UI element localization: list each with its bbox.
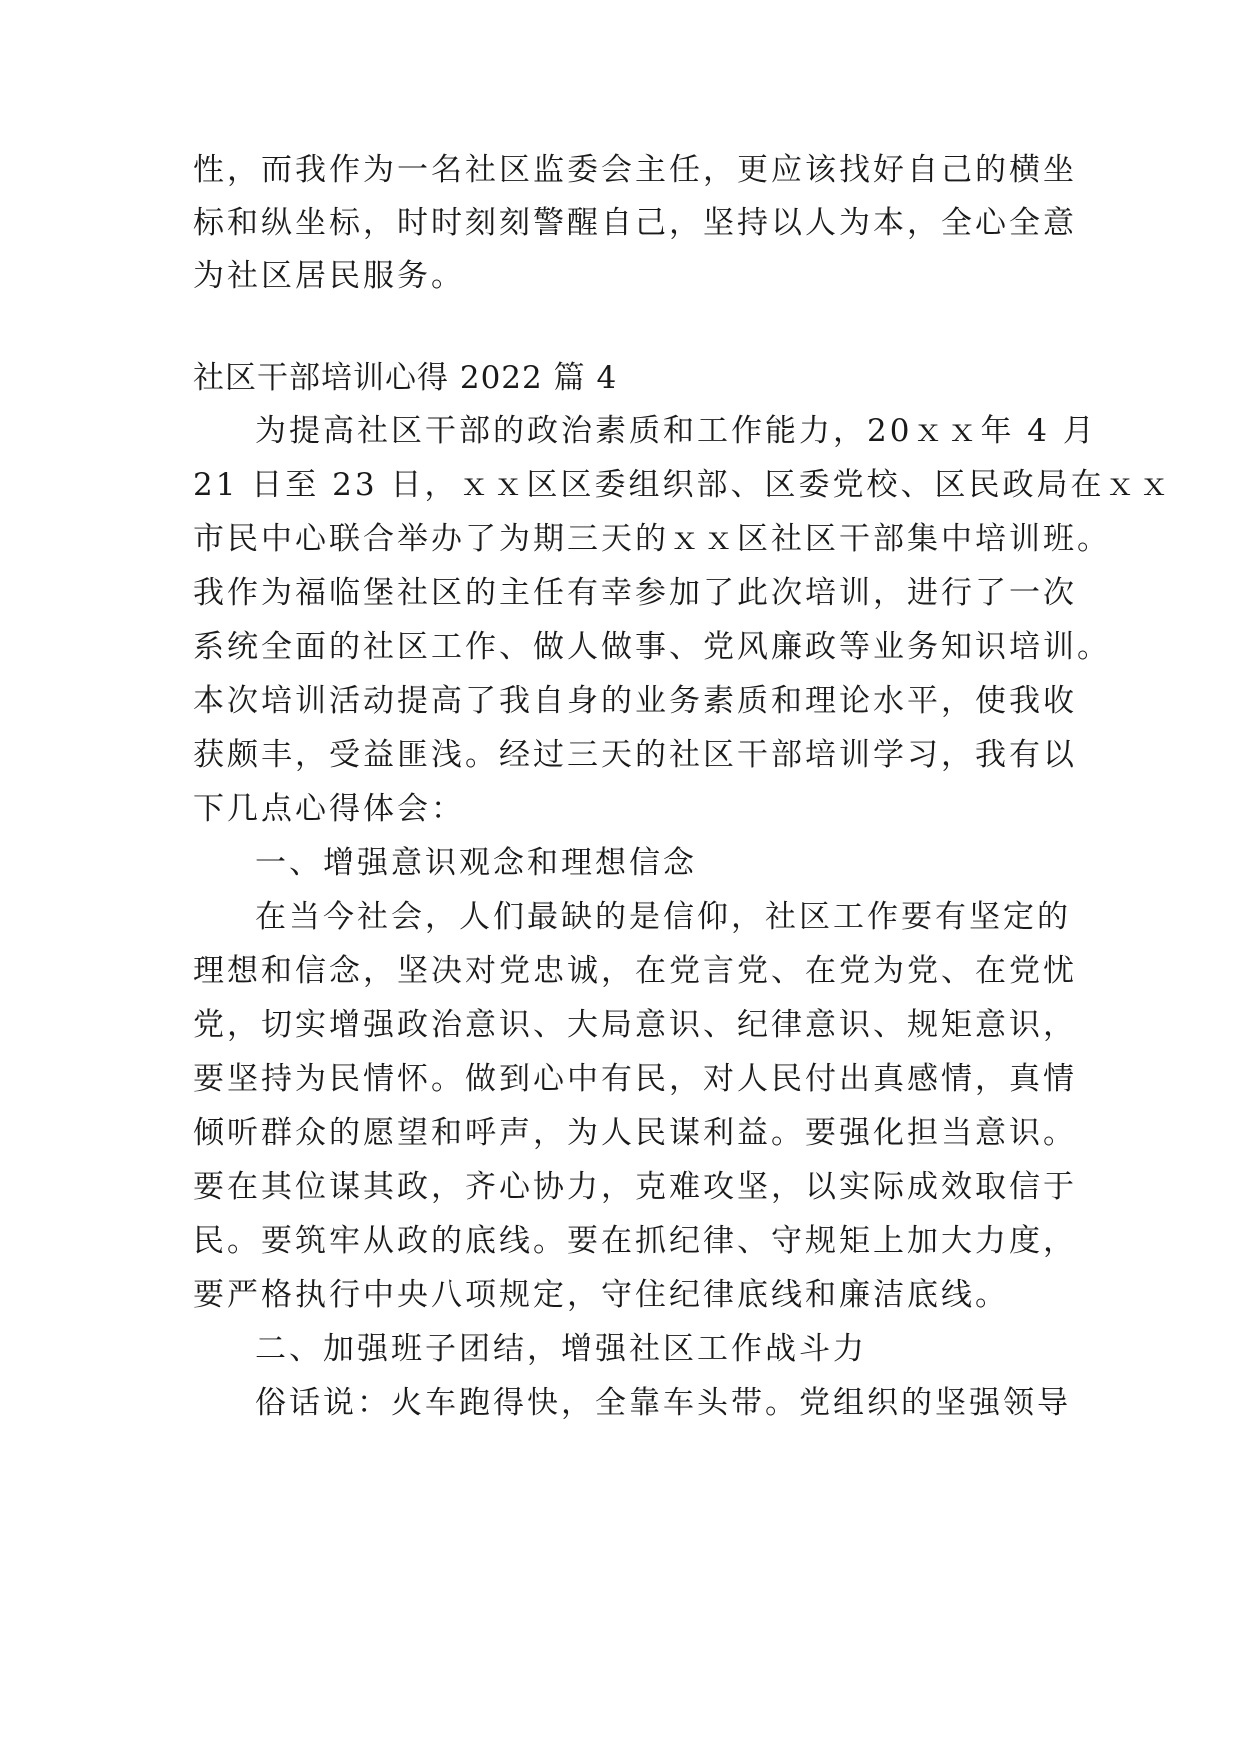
body-text-line: 党，切实增强政治意识、大局意识、纪律意识、规矩意识， [193, 1007, 1077, 1043]
section-heading: 社区干部培训心得 2022 篇 4 [193, 360, 618, 396]
body-text-line: 我作为福临堡社区的主任有幸参加了此次培训，进行了一次 [193, 575, 1077, 611]
body-text-line: 理想和信念，坚决对党忠诚，在党言党、在党为党、在党忧 [193, 953, 1077, 989]
body-text-line: 系统全面的社区工作、做人做事、党风廉政等业务知识培训。 [193, 629, 1111, 665]
body-text-line: 要严格执行中央八项规定，守住纪律底线和廉洁底线。 [193, 1277, 1009, 1313]
body-text-line: 标和纵坐标，时时刻刻警醒自己，坚持以人为本，全心全意 [193, 205, 1077, 241]
body-text-line: 21 日至 23 日，ｘｘ区区委组织部、区委党校、区民政局在ｘｘ [193, 467, 1173, 503]
body-text-line: 为提高社区干部的政治素质和工作能力，20ｘｘ年 4 月 [255, 413, 1097, 449]
body-text-line: 要在其位谋其政，齐心协力，克难攻坚，以实际成效取信于 [193, 1169, 1077, 1205]
subsection-heading: 一、增强意识观念和理想信念 [255, 845, 697, 881]
body-text-line: 在当今社会，人们最缺的是信仰，社区工作要有坚定的 [255, 899, 1071, 935]
body-text-line: 市民中心联合举办了为期三天的ｘｘ区社区干部集中培训班。 [193, 521, 1111, 557]
body-text-line: 为社区居民服务。 [193, 258, 465, 294]
body-text-line: 本次培训活动提高了我自身的业务素质和理论水平，使我收 [193, 683, 1077, 719]
body-text-line: 俗话说：火车跑得快，全靠车头带。党组织的坚强领导 [255, 1385, 1071, 1421]
body-text-line: 下几点心得体会： [193, 791, 465, 827]
body-text-line: 要坚持为民情怀。做到心中有民，对人民付出真感情，真情 [193, 1061, 1077, 1097]
body-text-line: 性，而我作为一名社区监委会主任，更应该找好自己的横坐 [193, 152, 1077, 188]
subsection-heading: 二、加强班子团结，增强社区工作战斗力 [255, 1331, 867, 1367]
body-text-line: 倾听群众的愿望和呼声，为人民谋利益。要强化担当意识。 [193, 1115, 1077, 1151]
body-text-line: 民。要筑牢从政的底线。要在抓纪律、守规矩上加大力度， [193, 1223, 1077, 1259]
body-text-line: 获颇丰，受益匪浅。经过三天的社区干部培训学习，我有以 [193, 737, 1077, 773]
